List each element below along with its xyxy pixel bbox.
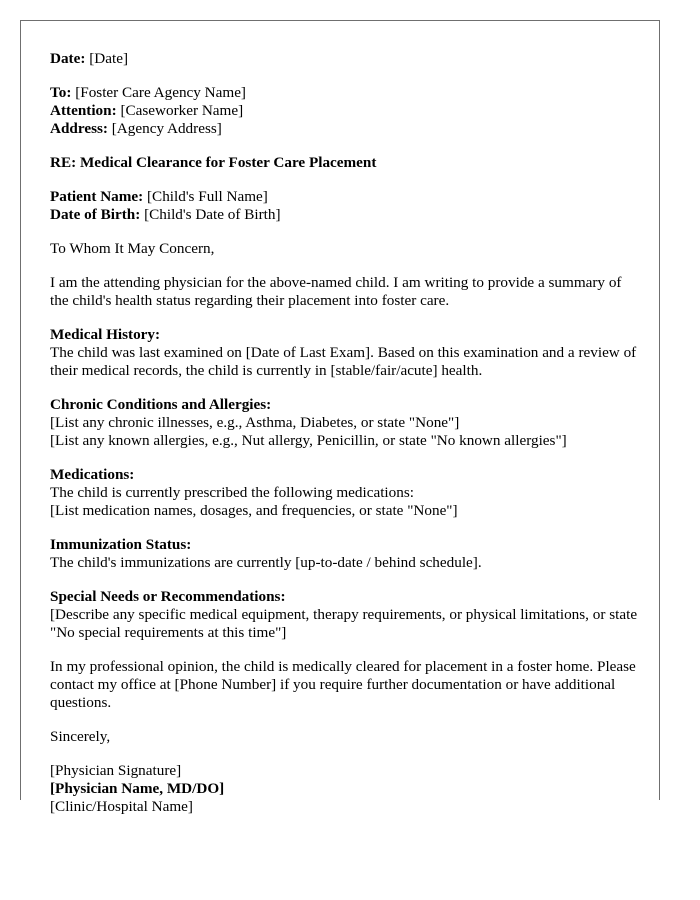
signature-block (50, 762, 640, 816)
section-special-needs (50, 588, 640, 642)
physician-name: [Physician Name, MD/DO] (50, 780, 225, 797)
patient-label: Patient Name: (50, 188, 144, 205)
salutation: To Whom It May Concern, (50, 240, 215, 257)
intro-paragraph: I am the attending physician for the above-named child. I am writing to provide a summary of the child's health status regarding their placement into foster care. (50, 274, 622, 309)
clinic-name: [Clinic/Hospital Name] (50, 798, 193, 815)
address-line (50, 120, 640, 138)
attention-value: [Caseworker Name] (120, 102, 244, 119)
attention-label: Attention: (50, 102, 117, 119)
dob-value: [Child's Date of Birth] (144, 206, 281, 223)
section-text: [List medication names, dosages, and frequencies, or state "None"] (50, 502, 458, 519)
date-value: [Date] (89, 50, 129, 67)
section-medications (50, 466, 640, 520)
section-heading: Medications: (50, 466, 135, 483)
section-text: [Describe any specific medical equipment, therapy requirements, or physical limitations, or state "No special requirements at this time"] (50, 606, 638, 641)
recipient-block (50, 84, 640, 138)
sign-off-block (50, 728, 640, 746)
section-immunization (50, 536, 640, 572)
subject-block (50, 154, 640, 172)
section-text: The child is currently prescribed the following medications: (50, 484, 414, 501)
date-line (50, 50, 640, 68)
section-heading: Medical History: (50, 326, 161, 343)
to-value: [Foster Care Agency Name] (75, 84, 246, 101)
closing-paragraph: In my professional opinion, the child is medically cleared for placement in a foster home. Please contact my office at [Phone Number] if you require further documentation or have additional questions. (50, 658, 636, 711)
section-text: [List any chronic illnesses, e.g., Asthma, Diabetes, or state "None"] (50, 414, 460, 431)
section-heading: Chronic Conditions and Allergies: (50, 396, 272, 413)
section-text: [List any known allergies, e.g., Nut allergy, Penicillin, or state "No known allergies"] (50, 432, 567, 449)
attention-line (50, 102, 640, 120)
dob-label: Date of Birth: (50, 206, 141, 223)
subject-line: RE: Medical Clearance for Foster Care Placement (50, 154, 377, 171)
section-text: The child's immunizations are currently [up-to-date / behind schedule]. (50, 554, 482, 571)
section-heading: Immunization Status: (50, 536, 192, 553)
letter-page (20, 20, 660, 815)
patient-value: [Child's Full Name] (147, 188, 268, 205)
closing-paragraph-block (50, 658, 640, 712)
sign-off: Sincerely, (50, 728, 111, 745)
section-medical-history (50, 326, 640, 380)
salutation-block (50, 240, 640, 258)
dob-line (50, 206, 640, 224)
address-label: Address: (50, 120, 108, 137)
to-line (50, 84, 640, 102)
date-block (50, 50, 640, 68)
to-label: To: (50, 84, 72, 101)
patient-line (50, 188, 640, 206)
address-value: [Agency Address] (111, 120, 222, 137)
section-chronic-conditions (50, 396, 640, 450)
date-label: Date: (50, 50, 86, 67)
section-heading: Special Needs or Recommendations: (50, 588, 286, 605)
patient-block (50, 188, 640, 224)
section-text: The child was last examined on [Date of Last Exam]. Based on this examination and a review of their medical records, the child is currently in [stable/fair/acute] health. (50, 344, 637, 379)
physician-signature: [Physician Signature] (50, 762, 182, 779)
letter-content (50, 50, 640, 816)
intro-paragraph-block (50, 274, 640, 310)
